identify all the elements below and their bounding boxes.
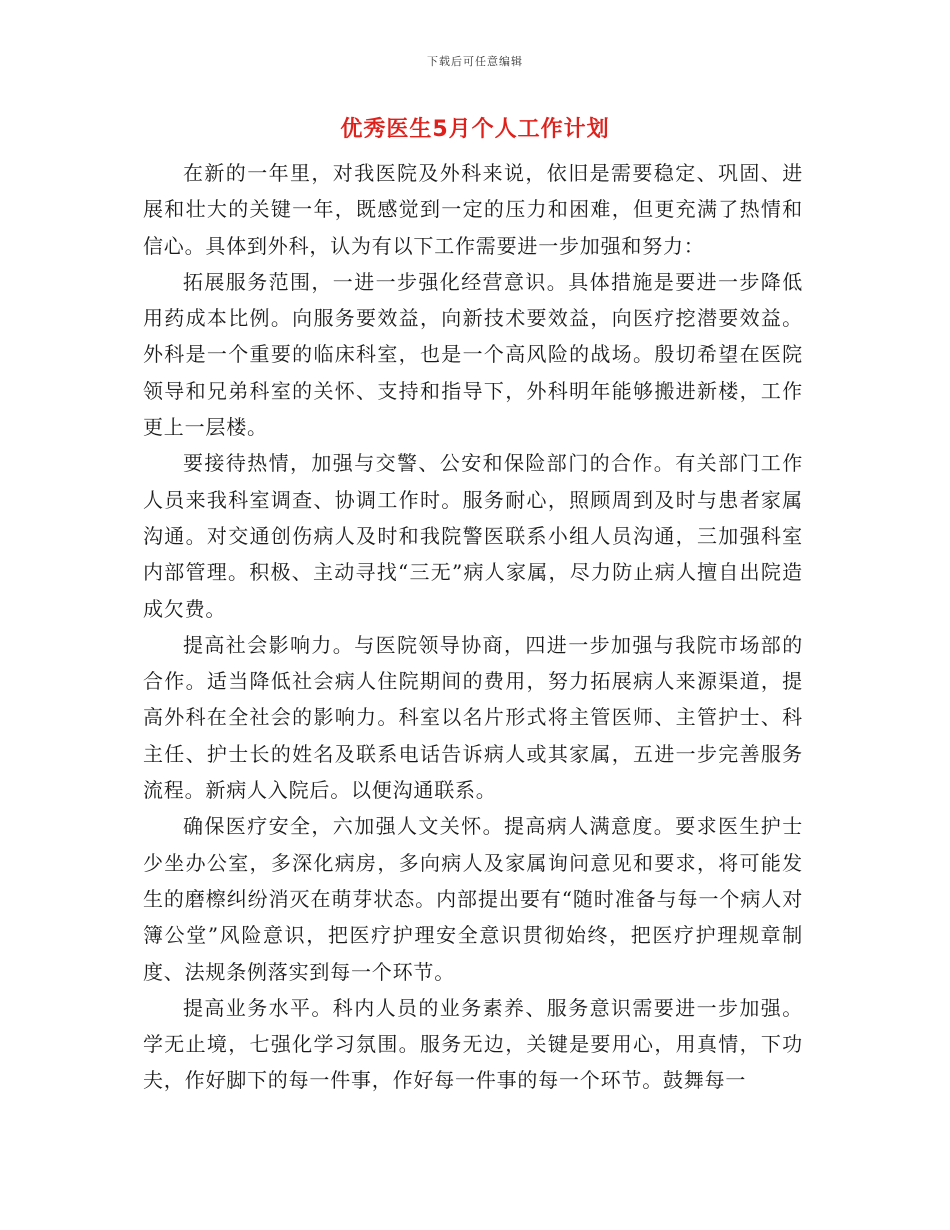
paragraph: 拓展服务范围，一进一步强化经营意识。具体措施是要进一步降低用药成本比例。向服务要效益，向新技术要效益，向医疗挖潜要效益。外科是一个重要的临床科室，也是一个高风险的战场。殷切希望在医院领导和兄弟科室的关怀、支持和指导下，外科明年能够搬进新楼，工作更上一层楼。: [143, 269, 803, 440]
document-body: [143, 155, 803, 1099]
paragraph: 确保医疗安全，六加强人文关怀。提高病人满意度。要求医生护士少坐办公室，多深化病房，多向病人及家属询问意见和要求，将可能发生的磨檫纠纷消灭在萌芽状态。内部提出要有“随时准备与每一个病人对簿公堂”风险意识，把医疗护理安全意识贯彻始终，把医疗护理规章制度、法规条例落实到每一个环节。: [143, 814, 803, 984]
paragraph: 提高社会影响力。与医院领导协商，四进一步加强与我院市场部的合作。适当降低社会病人住院期间的费用，努力拓展病人来源渠道，提高外科在全社会的影响力。科室以名片形式将主管医师、主管护士、科主任、护士长的姓名及联系电话告诉病人或其家属，五进一步完善服务流程。新病人入院后。以便沟通联系。: [143, 632, 803, 803]
paragraph: 要接待热情，加强与交警、公安和保险部门的合作。有关部门工作人员来我科室调查、协调工作时。服务耐心，照顾周到及时与患者家属沟通。对交通创伤病人及时和我院警医联系小组人员沟通，三加强科室内部管理。积极、主动寻找“三无”病人家属，尽力防止病人擅自出院造成欠费。: [143, 451, 803, 621]
paragraph: 在新的一年里，对我医院及外科来说，依旧是需要稳定、巩固、进展和壮大的关键一年，既感觉到一定的压力和困难，但更充满了热情和信心。具体到外科，认为有以下工作需要进一步加强和努力：: [143, 161, 803, 258]
paragraph: 提高业务水平。科内人员的业务素养、服务意识需要进一步加强。学无止境，七强化学习氛围。服务无边，关键是要用心，用真情，下功夫，作好脚下的每一件事，作好每一件事的每一个环节。鼓舞每一: [143, 995, 803, 1093]
download-note: 下载后可任意编辑: [427, 55, 523, 68]
document-title: 优秀医生5月个人工作计划: [340, 117, 610, 142]
